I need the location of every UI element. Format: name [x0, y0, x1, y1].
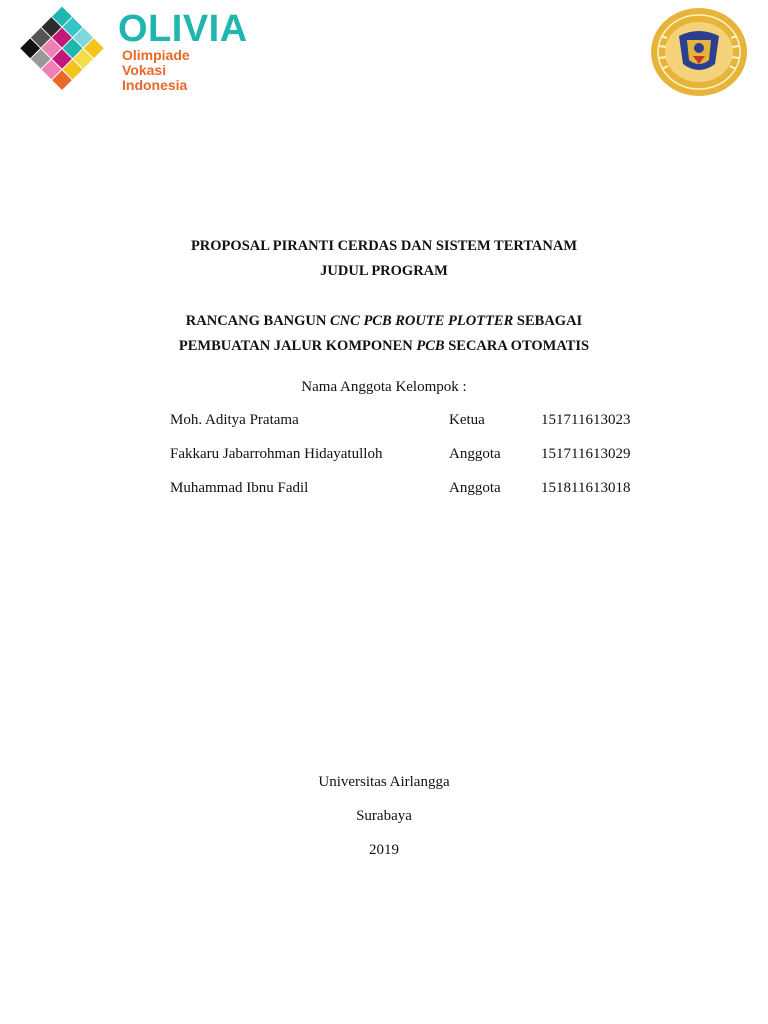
member-name: Muhammad Ibnu Fadil	[170, 480, 309, 496]
olivia-sub-line3: Indonesia	[122, 77, 188, 93]
olivia-sub-line1: Olimpiade	[122, 47, 190, 63]
title-line2-part-a: PEMBUATAN JALUR KOMPONEN	[178, 338, 417, 354]
member-id: 151711613029	[541, 446, 631, 462]
title-line-1	[0, 313, 768, 330]
city-name: Surabaya	[356, 808, 412, 824]
member-role: Anggota	[449, 446, 501, 462]
university-seal-icon	[649, 6, 749, 98]
title-line-2	[0, 338, 768, 355]
members-label: Nama Anggota Kelompok :	[301, 379, 467, 395]
proposal-heading: PROPOSAL PIRANTI CERDAS DAN SISTEM TERTANAM	[190, 238, 578, 254]
olivia-logo	[14, 6, 248, 93]
members-list	[170, 412, 650, 514]
title-line1-part-a: RANCANG BANGUN	[185, 313, 330, 329]
title-line2-part-b: PCB	[416, 338, 445, 354]
olivia-wordmark: OLIVIA	[118, 8, 248, 50]
member-role: Anggota	[449, 480, 501, 496]
olivia-diamond-icon	[14, 6, 114, 92]
member-role: Ketua	[449, 412, 485, 428]
member-name: Moh. Aditya Pratama	[170, 412, 299, 428]
title-line1-part-b: CNC PCB ROUTE PLOTTER	[330, 313, 514, 329]
program-title-label: JUDUL PROGRAM	[320, 263, 448, 279]
university-name: Universitas Airlangga	[318, 774, 450, 790]
olivia-sub-line2: Vokasi	[122, 62, 167, 78]
member-id: 151811613018	[541, 480, 631, 496]
title-line2-part-c: SECARA OTOMATIS	[444, 338, 590, 354]
member-row	[170, 446, 650, 480]
title-line1-part-c: SEBAGAI	[513, 313, 583, 329]
member-row	[170, 480, 650, 514]
year: 2019	[369, 842, 399, 858]
member-name: Fakkaru Jabarrohman Hidayatulloh	[170, 446, 383, 462]
member-id: 151711613023	[541, 412, 631, 428]
member-row	[170, 412, 650, 446]
